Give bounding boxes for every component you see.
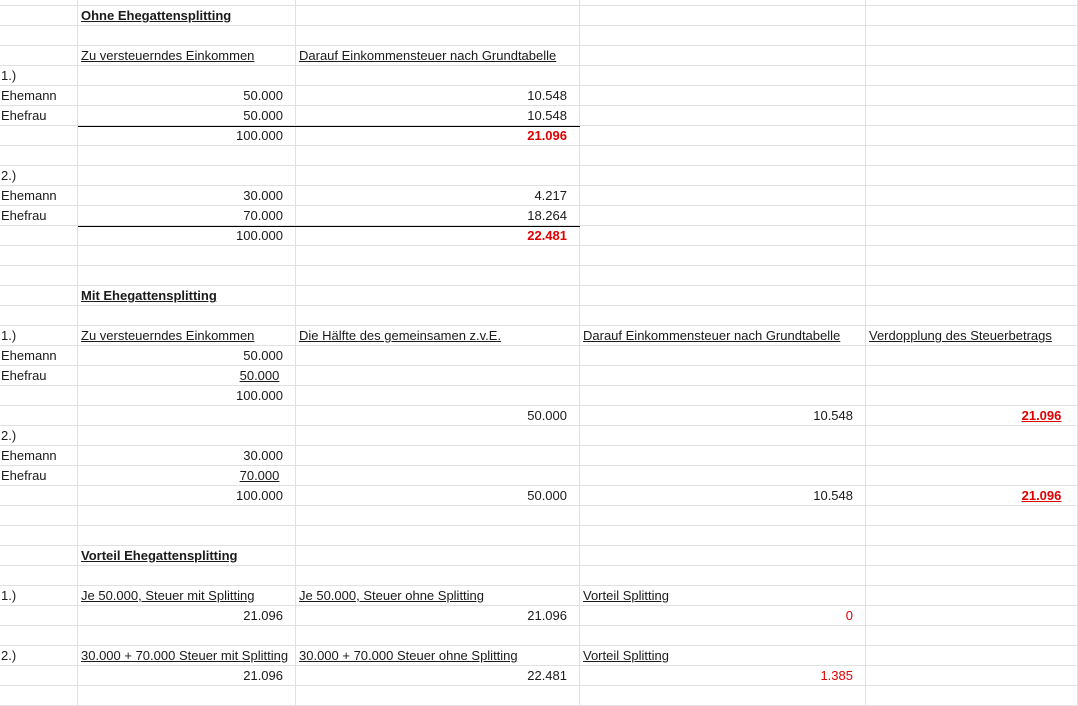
header-tax[interactable]: Darauf Einkommensteuer nach Grundtabelle [580, 326, 866, 346]
income-value[interactable]: 70.000 [78, 206, 296, 226]
cell[interactable] [866, 286, 1078, 306]
cell[interactable] [78, 406, 296, 426]
person-label[interactable]: Ehemann [0, 346, 78, 366]
cell[interactable] [866, 366, 1078, 386]
cell[interactable] [580, 126, 866, 146]
sheet-row [0, 26, 1078, 46]
cell[interactable] [580, 526, 866, 546]
sheet-row [0, 246, 1078, 266]
sheet-row [0, 46, 1078, 66]
case-label[interactable]: 2.) [0, 646, 78, 666]
cell[interactable] [296, 166, 580, 186]
cell[interactable] [580, 346, 866, 366]
cell[interactable] [296, 6, 580, 26]
cell[interactable] [866, 346, 1078, 366]
cell[interactable] [580, 566, 866, 586]
sheet-row [0, 106, 1078, 126]
tax-value[interactable]: 10.548 [296, 106, 580, 126]
sum-line [78, 226, 580, 227]
cell[interactable] [0, 386, 78, 406]
person-label[interactable]: Ehemann [0, 446, 78, 466]
cell[interactable] [866, 146, 1078, 166]
person-label[interactable]: Ehemann [0, 86, 78, 106]
cell[interactable] [580, 46, 866, 66]
person-label[interactable]: Ehefrau [0, 466, 78, 486]
case-label[interactable]: 1.) [0, 326, 78, 346]
cell[interactable] [866, 206, 1078, 226]
cell[interactable] [866, 426, 1078, 446]
sheet-row [0, 186, 1078, 206]
cell[interactable] [866, 506, 1078, 526]
total-income[interactable]: 100.000 [78, 386, 296, 406]
cell[interactable] [580, 206, 866, 226]
sheet-row [0, 586, 1078, 606]
person-label[interactable]: Ehefrau [0, 206, 78, 226]
income-value[interactable] [78, 366, 296, 386]
cell[interactable] [580, 26, 866, 46]
cell[interactable] [866, 566, 1078, 586]
cell[interactable] [0, 286, 78, 306]
sheet-row [0, 466, 1078, 486]
income-value-text: 50.000 [239, 368, 280, 383]
section-title-mit[interactable]: Mit Ehegattensplitting [78, 286, 296, 306]
sheet-row [0, 306, 1078, 326]
with-splitting-label[interactable]: Je 50.000, Steuer mit Splitting [78, 586, 296, 606]
cell[interactable] [866, 86, 1078, 106]
sheet-row [0, 286, 1078, 306]
cell[interactable] [866, 186, 1078, 206]
cell[interactable] [866, 466, 1078, 486]
cell[interactable] [0, 686, 78, 706]
cell[interactable] [0, 526, 78, 546]
cell[interactable] [580, 426, 866, 446]
cell[interactable] [296, 306, 580, 326]
case-label[interactable]: 1.) [0, 586, 78, 606]
cell[interactable] [580, 66, 866, 86]
double-value-text: 21.096 [1021, 408, 1062, 423]
sheet-row [0, 146, 1078, 166]
sheet-row [0, 626, 1078, 646]
tax-value[interactable]: 10.548 [580, 486, 866, 506]
cell[interactable] [0, 126, 78, 146]
cell[interactable] [296, 566, 580, 586]
cell[interactable] [580, 186, 866, 206]
section-title-ohne[interactable]: Ohne Ehegattensplitting [78, 6, 296, 26]
cell[interactable] [0, 246, 78, 266]
cell[interactable] [866, 106, 1078, 126]
cell[interactable] [580, 446, 866, 466]
sheet-row [0, 426, 1078, 446]
cell[interactable] [580, 386, 866, 406]
cell[interactable] [296, 446, 580, 466]
cell[interactable] [296, 506, 580, 526]
sheet-row [0, 266, 1078, 286]
sheet-row [0, 226, 1078, 246]
cell[interactable] [78, 626, 296, 646]
cell[interactable] [0, 26, 78, 46]
tax-value[interactable]: 18.264 [296, 206, 580, 226]
cell[interactable] [866, 666, 1078, 686]
sheet-row [0, 86, 1078, 106]
cell[interactable] [0, 226, 78, 246]
cell[interactable] [580, 506, 866, 526]
cell[interactable] [866, 6, 1078, 26]
sheet-row [0, 166, 1078, 186]
cell[interactable] [296, 546, 580, 566]
sheet-row [0, 506, 1078, 526]
cell[interactable] [866, 266, 1078, 286]
total-tax[interactable]: 22.481 [296, 226, 580, 246]
with-splitting-value[interactable]: 21.096 [78, 606, 296, 626]
cell[interactable] [78, 266, 296, 286]
cell[interactable] [866, 126, 1078, 146]
cell[interactable] [78, 246, 296, 266]
double-value[interactable] [866, 486, 1078, 506]
cell[interactable] [866, 546, 1078, 566]
cell[interactable] [296, 346, 580, 366]
sheet-row [0, 326, 1078, 346]
income-value[interactable]: 50.000 [78, 346, 296, 366]
person-label[interactable]: Ehefrau [0, 106, 78, 126]
income-value-text: 70.000 [239, 468, 280, 483]
without-splitting-label[interactable]: 30.000 + 70.000 Steuer ohne Splitting [296, 646, 580, 666]
cell[interactable] [78, 166, 296, 186]
tax-value[interactable]: 10.548 [296, 86, 580, 106]
cell[interactable] [296, 286, 580, 306]
cell[interactable] [78, 66, 296, 86]
person-label[interactable]: Ehefrau [0, 366, 78, 386]
income-value[interactable] [78, 466, 296, 486]
cell[interactable] [0, 486, 78, 506]
cell[interactable] [296, 526, 580, 546]
cell[interactable] [866, 386, 1078, 406]
cell[interactable] [580, 106, 866, 126]
advantage-label[interactable]: Vorteil Splitting [580, 586, 866, 606]
cell[interactable] [866, 246, 1078, 266]
cell[interactable] [580, 86, 866, 106]
cell[interactable] [580, 146, 866, 166]
cell[interactable] [0, 626, 78, 646]
sheet-row [0, 6, 1078, 26]
header-double[interactable]: Verdopplung des Steuerbetrags [866, 326, 1078, 346]
tax-value[interactable]: 10.548 [580, 406, 866, 426]
cell[interactable] [866, 606, 1078, 626]
cell[interactable] [580, 546, 866, 566]
half-value[interactable]: 50.000 [296, 406, 580, 426]
sheet-row [0, 606, 1078, 626]
cell[interactable] [78, 566, 296, 586]
cell[interactable] [296, 626, 580, 646]
cell[interactable] [580, 166, 866, 186]
with-splitting-value[interactable]: 21.096 [78, 666, 296, 686]
sheet-row [0, 406, 1078, 426]
advantage-value[interactable]: 0 [580, 606, 866, 626]
cell[interactable] [580, 466, 866, 486]
header-tax[interactable]: Darauf Einkommensteuer nach Grundtabelle [296, 46, 580, 66]
without-splitting-label[interactable]: Je 50.000, Steuer ohne Splitting [296, 586, 580, 606]
cell[interactable] [296, 66, 580, 86]
cell[interactable] [866, 446, 1078, 466]
cell[interactable] [78, 26, 296, 46]
cell[interactable] [296, 246, 580, 266]
cell[interactable] [866, 26, 1078, 46]
advantage-value[interactable]: 1.385 [580, 666, 866, 686]
cell[interactable] [0, 406, 78, 426]
cell[interactable] [580, 246, 866, 266]
tax-value[interactable]: 4.217 [296, 186, 580, 206]
cell[interactable] [866, 626, 1078, 646]
cell[interactable] [78, 526, 296, 546]
cell[interactable] [580, 266, 866, 286]
case-label[interactable]: 1.) [0, 66, 78, 86]
cell[interactable] [580, 226, 866, 246]
cell[interactable] [580, 366, 866, 386]
cell[interactable] [0, 306, 78, 326]
cell[interactable] [580, 6, 866, 26]
cell[interactable] [0, 6, 78, 26]
income-value[interactable]: 50.000 [78, 86, 296, 106]
cell[interactable] [0, 506, 78, 526]
cell[interactable] [296, 386, 580, 406]
total-income[interactable]: 100.000 [78, 126, 296, 146]
sheet-row [0, 386, 1078, 406]
advantage-label[interactable]: Vorteil Splitting [580, 646, 866, 666]
sheet-row [0, 526, 1078, 546]
sheet-row [0, 346, 1078, 366]
case-label[interactable]: 2.) [0, 166, 78, 186]
header-income[interactable]: Zu versteuerndes Einkommen [78, 46, 296, 66]
cell[interactable] [0, 46, 78, 66]
cell[interactable] [78, 146, 296, 166]
header-half[interactable]: Die Hälfte des gemeinsamen z.v.E. [296, 326, 580, 346]
without-splitting-value[interactable]: 22.481 [296, 666, 580, 686]
cell[interactable] [296, 426, 580, 446]
cell[interactable] [296, 466, 580, 486]
cell[interactable] [866, 166, 1078, 186]
double-value-text: 21.096 [1021, 488, 1062, 503]
sheet-row [0, 126, 1078, 146]
cell[interactable] [78, 306, 296, 326]
sheet-row [0, 66, 1078, 86]
cell[interactable] [0, 546, 78, 566]
cell[interactable] [0, 666, 78, 686]
cell[interactable] [580, 686, 866, 706]
section-title-vorteil[interactable]: Vorteil Ehegattensplitting [78, 546, 296, 566]
cell[interactable] [78, 686, 296, 706]
sheet-row [0, 566, 1078, 586]
cell[interactable] [0, 606, 78, 626]
cell[interactable] [866, 46, 1078, 66]
cell[interactable] [580, 286, 866, 306]
sheet-row [0, 546, 1078, 566]
half-value[interactable]: 50.000 [296, 486, 580, 506]
income-value[interactable]: 50.000 [78, 106, 296, 126]
sheet-row [0, 686, 1078, 706]
cell[interactable] [0, 266, 78, 286]
total-income[interactable]: 100.000 [78, 486, 296, 506]
cell[interactable] [866, 646, 1078, 666]
cell[interactable] [0, 566, 78, 586]
income-value[interactable]: 30.000 [78, 186, 296, 206]
cell[interactable] [296, 686, 580, 706]
cell[interactable] [866, 686, 1078, 706]
sheet-row [0, 646, 1078, 666]
double-value[interactable] [866, 406, 1078, 426]
cell[interactable] [0, 146, 78, 166]
without-splitting-value[interactable]: 21.096 [296, 606, 580, 626]
case-label[interactable]: 2.) [0, 426, 78, 446]
sum-line [78, 126, 580, 127]
income-value[interactable]: 30.000 [78, 446, 296, 466]
cell[interactable] [866, 586, 1078, 606]
cell[interactable] [296, 266, 580, 286]
cell[interactable] [78, 426, 296, 446]
sheet-row [0, 446, 1078, 466]
cell[interactable] [296, 26, 580, 46]
sheet-row [0, 666, 1078, 686]
cell[interactable] [866, 66, 1078, 86]
cell[interactable] [866, 526, 1078, 546]
total-tax[interactable]: 21.096 [296, 126, 580, 146]
cell[interactable] [296, 146, 580, 166]
cell[interactable] [866, 226, 1078, 246]
sheet-row [0, 486, 1078, 506]
cell[interactable] [580, 306, 866, 326]
total-income[interactable]: 100.000 [78, 226, 296, 246]
person-label[interactable]: Ehemann [0, 186, 78, 206]
cell[interactable] [296, 366, 580, 386]
header-income[interactable]: Zu versteuerndes Einkommen [78, 326, 296, 346]
sheet-row [0, 206, 1078, 226]
cell[interactable] [78, 506, 296, 526]
with-splitting-label[interactable]: 30.000 + 70.000 Steuer mit Splitting [78, 646, 296, 666]
cell[interactable] [580, 626, 866, 646]
cell[interactable] [866, 306, 1078, 326]
sheet-row [0, 366, 1078, 386]
